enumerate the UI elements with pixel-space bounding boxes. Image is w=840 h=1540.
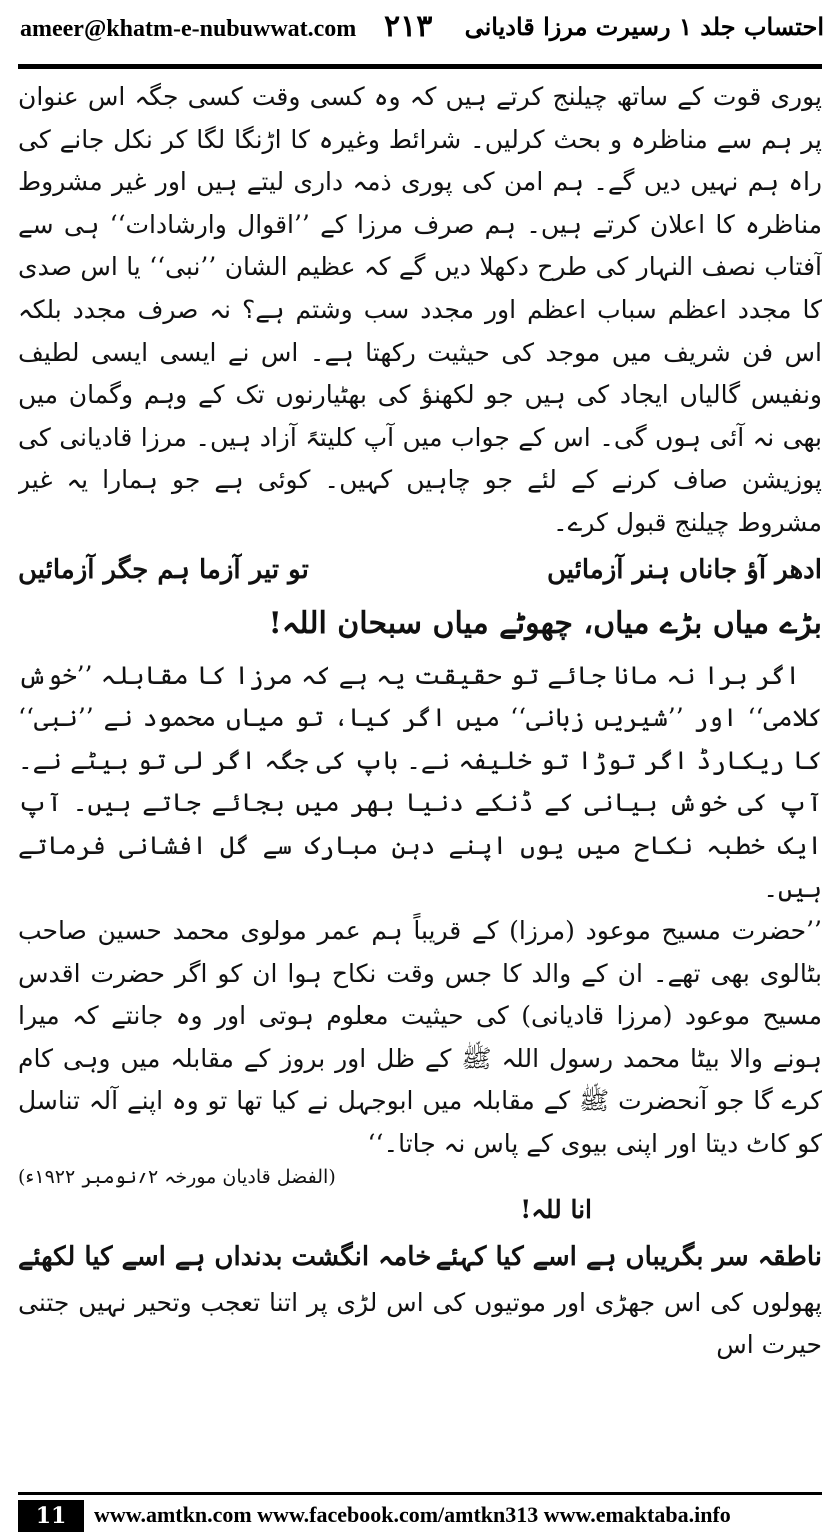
paragraph-1: پوری قوت کے ساتھ چیلنج کرتے ہیں کہ وہ کسی وقت کسی جگہ اس عنوان پر ہم سے مناظرہ و بحث کرلیں۔ شرائط وغیرہ کا اڑنگا لگا کر نکل جانے کی راہ ہم نہیں دیں گے۔ ہم امن کی پوری ذمہ داری لیتے ہیں اور غیر مشروط مناظرہ کا اعلان کرتے ہیں۔ ہم صرف مرزا کے ’’اقوال وارشادات‘‘ ہی سے آفتاب نصف النہار کی طرح دکھلا دیں گے کہ عظیم الشان ’’نبی‘‘ یا اس صدی کا مجدد اعظم سباب اعظم اور مجدد سب وشتم ہے؟ نہ صرف مجدد بلکہ اس فن شریف میں موجد کی حیثیت رکھتا ہے۔ اس نے ایسی ایسی لطیف ونفیس گالیاں ایجاد کی ہیں جو لکھنؤ کی بھٹیارنوں تک کے وہم وگمان میں بھی نہ آئی ہوں گی۔ اس کے جواب میں آپ کلیتہً آزاد ہیں۔ مرزا قادیانی کی پوزیشن صاف کرنے کے لئے جو چاہیں کہیں۔ کوئی ہے جو ہمارا یہ غیر مشروط چیلنج قبول کرے۔ — [18, 82, 822, 537]
header-title: احتساب جلد ۱ رسیرت مرزا قادیانی — [464, 12, 824, 41]
paragraph-3: پھولوں کی اس جھڑی اور موتیوں کی اس لڑی پر اتنا تعجب وتحیر نہیں جتنی حیرت اس — [18, 1287, 822, 1360]
page-body — [18, 76, 822, 1486]
header-page-number: ۲۱۳ — [384, 9, 433, 44]
citation-reference: (الفضل قادیان مورخہ ۲؍نومبر ۱۹۲۲ء) — [18, 1165, 336, 1188]
quotation: ’’حضرت مسیح موعود (مرزا) کے قریباً ہم عمر مولوی محمد حسین صاحب بٹالوی بھی تھے۔ ان کے والد کا جس وقت نکاح ہوا ان کو اگر حضرت اقدس مسیح موعود (مرزا قادیانی) کی حیثیت معلوم ہوتی اور وہ جانتے کہ میرا ہونے والا بیٹا محمد رسول اللہ ﷺ کے ظل اور بروز کے مقابلہ میں وہی کام کرے گا جو آنحضرت ﷺ کے مقابلہ میں ابوجہل نے کیا تھا تو وہ اپنے آلہ تناسل کو کاٹ دیتا اور اپنی بیوی کے پاس نہ جاتا۔‘‘ — [18, 916, 822, 1159]
header-email: ameer@khatm-e-nubuwwat.com — [20, 16, 357, 42]
verse-1-first-hemistich: ادھر آؤ جاناں ہنر آزمائیں — [546, 554, 822, 585]
exclamation: انا للہ! — [520, 1194, 592, 1224]
footer-rule — [18, 1492, 822, 1495]
page-header — [0, 0, 840, 60]
verse-couplet-2 — [18, 1232, 822, 1282]
verse-2-first-hemistich: ناطقہ سر بگریباں ہے اسے کیا کہئے — [435, 1241, 822, 1272]
verse-couplet-1 — [18, 545, 822, 595]
verse-2-second-hemistich: خامہ انگشت بدنداں ہے اسے کیا لکھئے — [18, 1241, 432, 1272]
header-rule — [18, 64, 822, 69]
verse-1-second-hemistich: تو تیر آزما ہم جگر آزمائیں — [18, 554, 309, 585]
footer-websites: www.amtkn.com www.facebook.com/amtkn313 www.emaktaba.info — [94, 1502, 731, 1527]
section-heading: بڑے میاں بڑے میاں، چھوٹے میاں سبحان اللہ! — [268, 605, 822, 641]
reference-line — [18, 1166, 822, 1188]
footer-page-number: 11 — [18, 1500, 84, 1532]
page-footer — [0, 1492, 840, 1540]
paragraph-2: اگر برا نہ مانا جائے تو حقیقت یہ ہے کہ مرزا کا مقابلہ ’’خوش کلامی‘‘ اور ’’شیریں زبانی‘‘ میں اگر کیا، تو میاں محمود نے ’’نبی‘‘ کا ریکارڈ اگر توڑا تو خلیفہ نے۔ باپ کی جگہ اگر لی تو بیٹے نے۔ آپ کی خوش بیانی کے ڈنکے دنیا بھر میں بجائے جاتے ہیں۔ آپ ایک خطبہ نکاح میں یوں اپنے دہن مبارک سے گل افشانی فرماتے ہیں۔ — [18, 660, 822, 903]
